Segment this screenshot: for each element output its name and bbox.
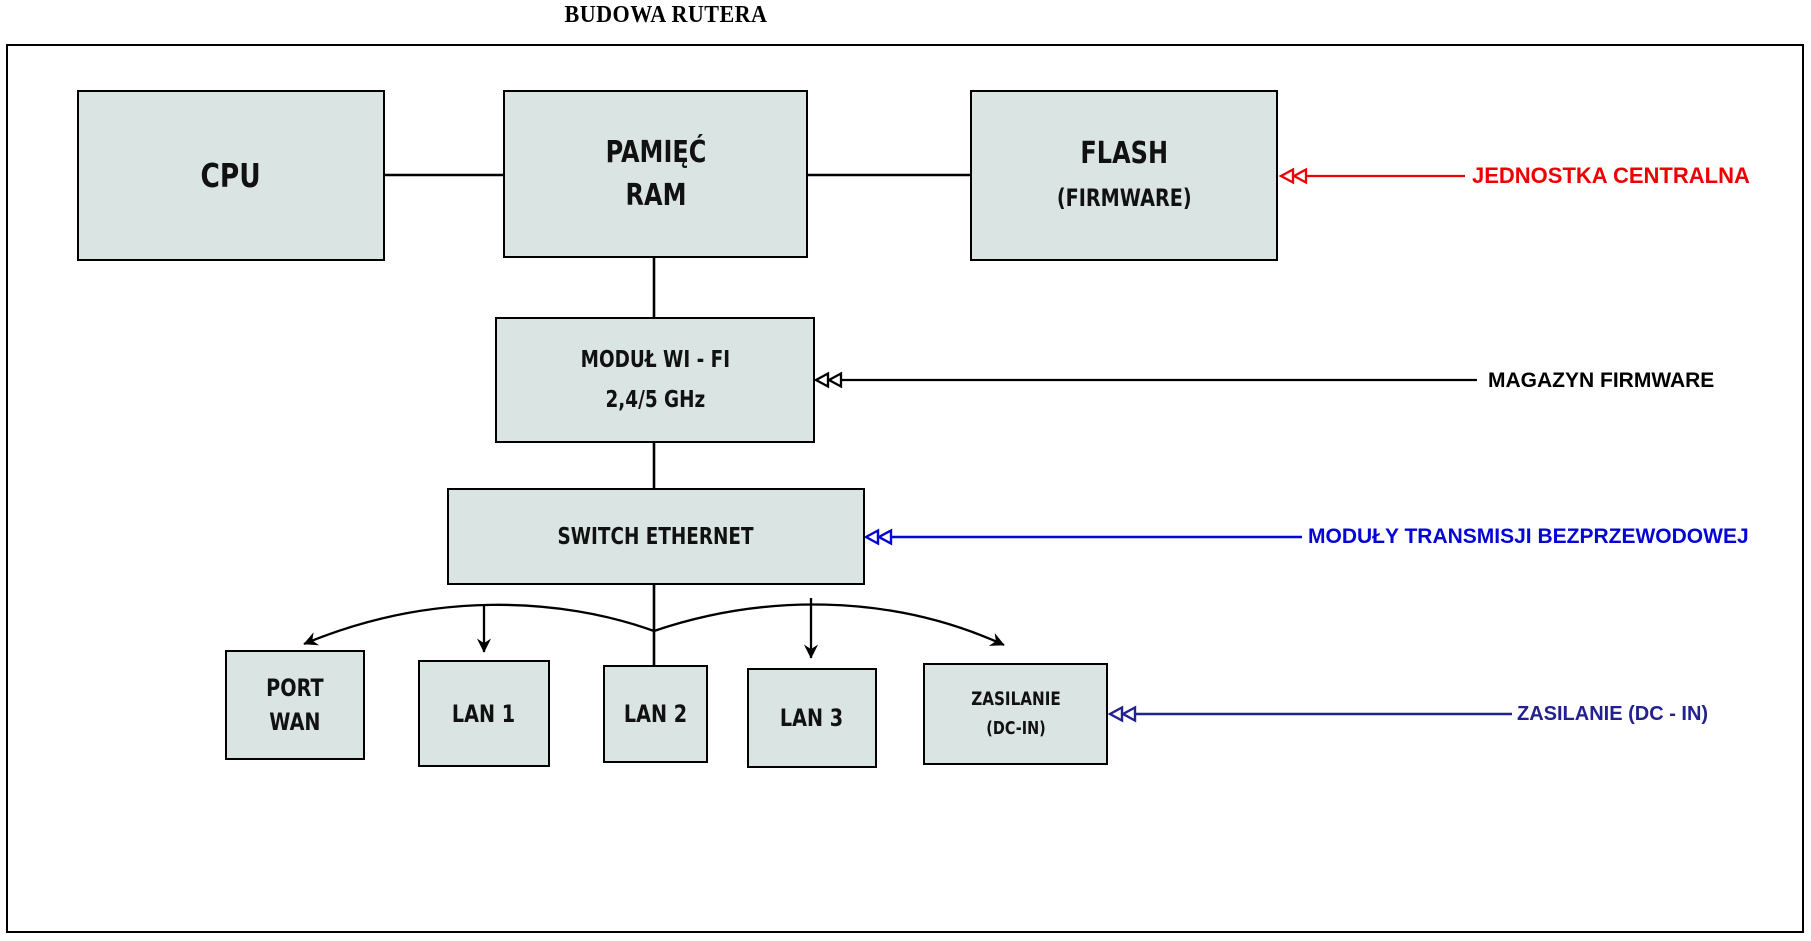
flash-box <box>970 90 1278 261</box>
wan-label-line2: WAN <box>269 708 321 736</box>
lan1-box <box>418 660 550 767</box>
switch-label: SWITCH ETHERNET <box>557 523 755 550</box>
annotation-power-dcin: ZASILANIE (DC - IN) <box>1517 703 1709 725</box>
annotation-firmware-storage: MAGAZYN FIRMWARE <box>1488 369 1715 392</box>
cpu-label: CPU <box>200 156 262 195</box>
flash-label-line1: FLASH <box>1080 135 1168 171</box>
wifi-label-line2: 2,4/5 GHz <box>605 387 705 413</box>
lan2-box <box>603 665 708 763</box>
wan-label-line1: PORT <box>266 674 324 702</box>
ram-box <box>503 90 808 258</box>
port-wan-box <box>225 650 365 760</box>
lan3-label: LAN 3 <box>780 704 844 732</box>
power-label-line1: ZASILANIE <box>970 688 1061 710</box>
lan2-label: LAN 2 <box>623 700 688 728</box>
ram-label-line2: RAM <box>625 178 686 213</box>
lan1-label: LAN 1 <box>452 699 516 728</box>
annotation-central-unit: JEDNOSTKA CENTRALNA <box>1472 163 1750 188</box>
diagram-title: BUDOWA RUTERA <box>564 2 768 28</box>
cpu-box <box>77 90 385 261</box>
lan3-box <box>747 668 877 768</box>
power-dcin-box <box>923 663 1108 765</box>
wifi-label-line1: MODUŁ WI - FI <box>580 347 730 373</box>
flash-label-line2: (FIRMWARE) <box>1056 183 1192 212</box>
power-label-line2: (DC-IN) <box>985 718 1046 739</box>
ethernet-switch-box <box>447 488 865 585</box>
annotation-wireless-modules: MODUŁY TRANSMISJI BEZPRZEWODOWEJ <box>1308 525 1749 548</box>
ram-label-line1: PAMIĘĆ <box>605 135 706 170</box>
wifi-module-box <box>495 317 815 443</box>
